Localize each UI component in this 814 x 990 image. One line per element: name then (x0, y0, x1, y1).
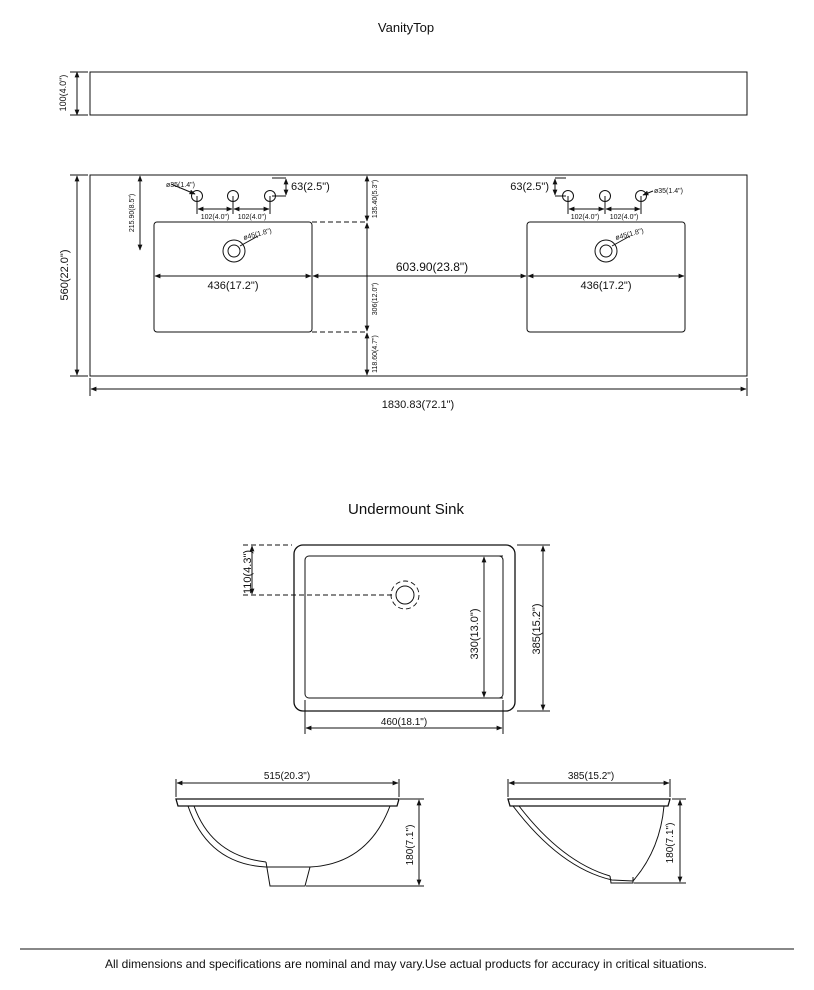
vanity-top-title: VanityTop (377, 20, 435, 35)
center-gap-label: 603.90(23.8") (395, 260, 469, 274)
left-edge-offset-label: 215.90(8.5") (129, 193, 136, 233)
left-drain-label: ø45(1.8") (242, 227, 273, 242)
sink-front-view (176, 799, 399, 886)
left-hole-spacing-1: 102(4.0") (200, 214, 230, 221)
depth-label: 560(22.0") (59, 249, 71, 301)
right-drain-outer (595, 240, 617, 262)
depth-dimension (70, 175, 88, 376)
inner-width-label: 460(18.1") (380, 717, 428, 728)
left-hole-dia-label: ø35(1.4") (166, 182, 195, 189)
right-hole-spacing-2: 102(4.0") (609, 214, 639, 221)
left-drain-outer (223, 240, 245, 262)
right-drain-label: ø45(1.8") (614, 227, 645, 242)
sink-drain-outer (391, 581, 419, 609)
top-offset-label: 135.40(5.3") (372, 179, 379, 219)
left-hole-spacing-2: 102(4.0") (237, 214, 267, 221)
inner-depth-label: 330(13.0") (469, 608, 481, 660)
left-basin-width-label: 436(17.2") (207, 280, 259, 292)
footer-disclaimer: All dimensions and specifications are nominal and may vary.Use actual products for accuracy in critical situations. (104, 957, 708, 971)
outer-depth-label: 385(15.2") (531, 603, 543, 655)
side-width-label: 385(15.2") (567, 771, 615, 782)
left-setback-label: 63(2.5") (291, 181, 330, 193)
left-drain-inner (228, 245, 240, 257)
undermount-sink-title: Undermount Sink (348, 501, 464, 518)
thickness-dimension (70, 72, 88, 115)
sink-outer-rim (294, 545, 515, 711)
bottom-offset-label: 118.60(4.7") (372, 335, 379, 373)
drain-offset-label: 110(4.3") (242, 549, 254, 595)
front-height-label: 180(7.1") (405, 824, 416, 866)
right-basin (527, 191, 685, 333)
left-basin-outline (154, 222, 312, 332)
side-height-label: 180(7.1") (665, 822, 676, 864)
width-label: 1830.83(72.1") (381, 399, 455, 411)
right-hole-dia-label: ø35(1.4") (654, 188, 683, 195)
basin-depth-label: 306(12.0") (372, 282, 379, 316)
right-drain-inner (600, 245, 612, 257)
sink-side-view (508, 799, 670, 883)
right-hole-spacing-1: 102(4.0") (570, 214, 600, 221)
vanity-top-side-profile (90, 72, 747, 115)
width-dimension (90, 378, 747, 396)
front-width-label: 515(20.3") (263, 771, 311, 782)
right-setback-label: 63(2.5") (510, 181, 549, 193)
sink-drain-inner (396, 586, 414, 604)
thickness-label: 100(4.0") (58, 74, 68, 112)
right-basin-width-label: 436(17.2") (580, 280, 632, 292)
right-basin-outline (527, 222, 685, 332)
